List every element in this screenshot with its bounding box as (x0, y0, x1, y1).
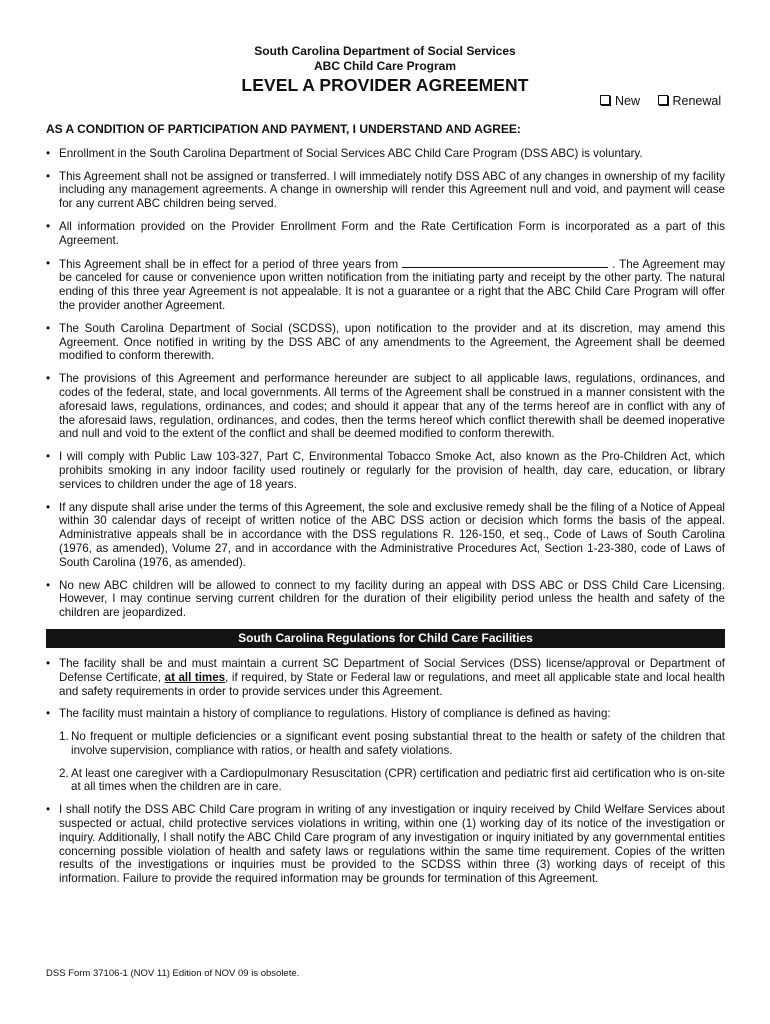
agreement-item-amendment (46, 322, 725, 363)
history-criterion (46, 730, 725, 758)
agreement-item-incorporation (46, 220, 725, 248)
agreement-item-term (46, 257, 725, 313)
bullet-marker: • (46, 578, 51, 592)
program-name: ABC Child Care Program (313, 59, 457, 73)
agreement-body (46, 123, 725, 895)
regulation-item-text: The facility shall be and must maintain a current SC Department of Social Services (DSS) license/approval or Department of Defense Certificate, (59, 656, 725, 684)
agreement-item-voluntary (46, 147, 725, 161)
bullet-marker: • (46, 450, 51, 464)
agreement-item-text: I will comply with Public Law 103-327, Part C, Environmental Tobacco Smoke Act, also known as the Pro-Children Act, which prohibits smoking in any indoor facility used routinely or regularly for the provision of health, day care, education, or library services to children under the age of 18 years. (59, 450, 725, 491)
agreement-item-text: Enrollment in the South Carolina Department of Social Services ABC Child Care Program (DSS ABC) is voluntary. (59, 146, 643, 160)
agency-name: South Carolina Department of Social Services (254, 44, 516, 58)
agreement-item-text: The provisions of this Agreement and performance hereunder are subject to all applicable laws, regulations, ordinances, and codes of the federal, state, and local governments. All terms of the Agreement shall be construed in a manner consistent with the aforesaid laws, regulations, ordinances, and codes; and should it appear that any of the terms hereof are in conflict with any of the aforesaid laws, regulation, ordinances, and codes, then the terms hereof which conflict therewith shall be deemed inoperative and null and void to the extent of the conflict and shall be deemed modified to conform therewith. (59, 372, 725, 441)
renewal-checkbox[interactable] (658, 95, 668, 105)
bullet-marker: • (46, 169, 51, 183)
regulation-item-license (46, 657, 725, 698)
bullet-marker: • (46, 146, 51, 160)
regulation-item-text: I shall notify the DSS ABC Child Care program in writing of any investigation or inquiry received by Child Welfare Services about suspected or actual, child protective services violations in writing, within one (1) working day of its notice of the investigation or inquiry. Additionally, I shall notify the ABC Child Care program of any investigation or inquiry initiated by any governmental entities concerning possible violation of health and safety laws or regulations within the same time requirement. Copies of the written results of the investigations or inquiries must be provided to the SCDSS within three (3) working days of receipt of this information. Failure to provide the required information may be grounds for termination of this Agreement. (59, 803, 725, 886)
agreement-item-new-children (46, 579, 725, 620)
regulation-item-text: The facility must maintain a history of compliance to regulations. History of compliance is defined as having: (59, 707, 611, 721)
start-date-field[interactable] (402, 257, 608, 268)
agreement-item-laws (46, 372, 725, 441)
condition-heading: AS A CONDITION OF PARTICIPATION AND PAYMENT, I UNDERSTAND AND AGREE: (46, 122, 521, 136)
form-footer: DSS Form 37106-1 (NOV 11) Edition of NOV 09 is obsolete. (46, 968, 300, 979)
bullet-marker: • (46, 256, 51, 270)
history-criterion (46, 767, 725, 795)
emphasis-text: at all times (164, 670, 226, 684)
regulation-item-history (46, 707, 725, 721)
history-criteria-list (46, 730, 725, 794)
regulation-item-notify (46, 803, 725, 886)
criterion-text: At least one caregiver with a Cardiopulmonary Resuscitation (CPR) certification and pediatric first aid certification who is on-site at all times when the children are in care. (71, 766, 725, 794)
renewal-option[interactable] (658, 94, 722, 108)
agreement-item-text: If any dispute shall arise under the terms of this Agreement, the sole and exclusive remedy shall be the filing of a Notice of Appeal within 30 calendar days of receipt of written notice of the ABC DSS action or decision which forms the basis of the appeal. Administrative appeals shall be in accordance with the DSS regulations R. 126-150, et seq., Code of Laws of South Carolina (1976, as amended), Volume 27, and in accordance with the Administrative Procedures Act, Section 1-23-380, code of Laws of South Carolina (1976, as amended). (59, 500, 725, 569)
document-header (0, 44, 770, 95)
regulation-item-text: , if required, by State or Federal law or regulations, and meet all applicable state and local health and safety requirements in order to provide services under this Agreement. (59, 670, 725, 698)
new-checkbox[interactable] (600, 95, 610, 105)
agreement-item-text: This Agreement shall be in effect for a period of three years from (59, 257, 399, 271)
bullet-marker: • (46, 803, 51, 817)
new-label: New (615, 94, 641, 108)
criterion-number: 1. (59, 730, 69, 744)
agreement-item-text: All information provided on the Provider Enrollment Form and the Rate Certification Form is incorporated as a part of this Agreement. (59, 219, 725, 247)
agreement-item-appeal (46, 501, 725, 570)
agreement-item-smoking (46, 450, 725, 491)
criterion-number: 2. (59, 766, 69, 780)
agreement-item-assignment (46, 170, 725, 211)
agreement-item-text: This Agreement shall not be assigned or transferred. I will immediately notify DSS ABC of any changes in ownership of my facility including any management agreements. A change in ownership will render this Agreement null and void, and payment will cease for any current ABC children being served. (59, 169, 725, 211)
page-title: LEVEL A PROVIDER AGREEMENT (241, 75, 529, 95)
regulations-section-heading: South Carolina Regulations for Child Care Facilities (46, 629, 725, 648)
regulations-list (46, 657, 725, 721)
bullet-marker: • (46, 707, 51, 721)
agreement-item-text: No new ABC children will be allowed to connect to my facility during an appeal with DSS ABC or DSS Child Care Licensing. However, I may continue serving current children for the duration of their eligibility period unless the health and safety of the children are jeopardized. (59, 578, 725, 620)
bullet-marker: • (46, 321, 51, 335)
new-option[interactable] (600, 94, 640, 108)
agreement-item-text: . The Agreement may be canceled for cause or convenience upon written notification from the initiating party and receipt by the other party. The natural ending of this three year Agreement is not appealable. It is not a guarantee or a right that the ABC Child Care Program will offer the provider another Agreement. (59, 257, 725, 312)
agreement-type-options (600, 94, 735, 108)
bullet-marker: • (46, 656, 51, 670)
bullet-marker: • (46, 500, 51, 514)
notification-list (46, 803, 725, 886)
bullet-marker: • (46, 372, 51, 386)
agreement-list (46, 147, 725, 620)
bullet-marker: • (46, 219, 51, 233)
renewal-label: Renewal (672, 94, 722, 108)
agreement-item-text: The South Carolina Department of Social (SCDSS), upon notification to the provider and at its discretion, may amend this Agreement. Once notified in writing by the DSS ABC of any amendments to the Agreement, the Agreement shall be deemed modified to conform therewith. (59, 321, 725, 363)
criterion-text: No frequent or multiple deficiencies or a significant event posing substantial threat to the health or safety of the children that involve supervision, compliance with ratios, or health and safety violations. (71, 730, 725, 757)
